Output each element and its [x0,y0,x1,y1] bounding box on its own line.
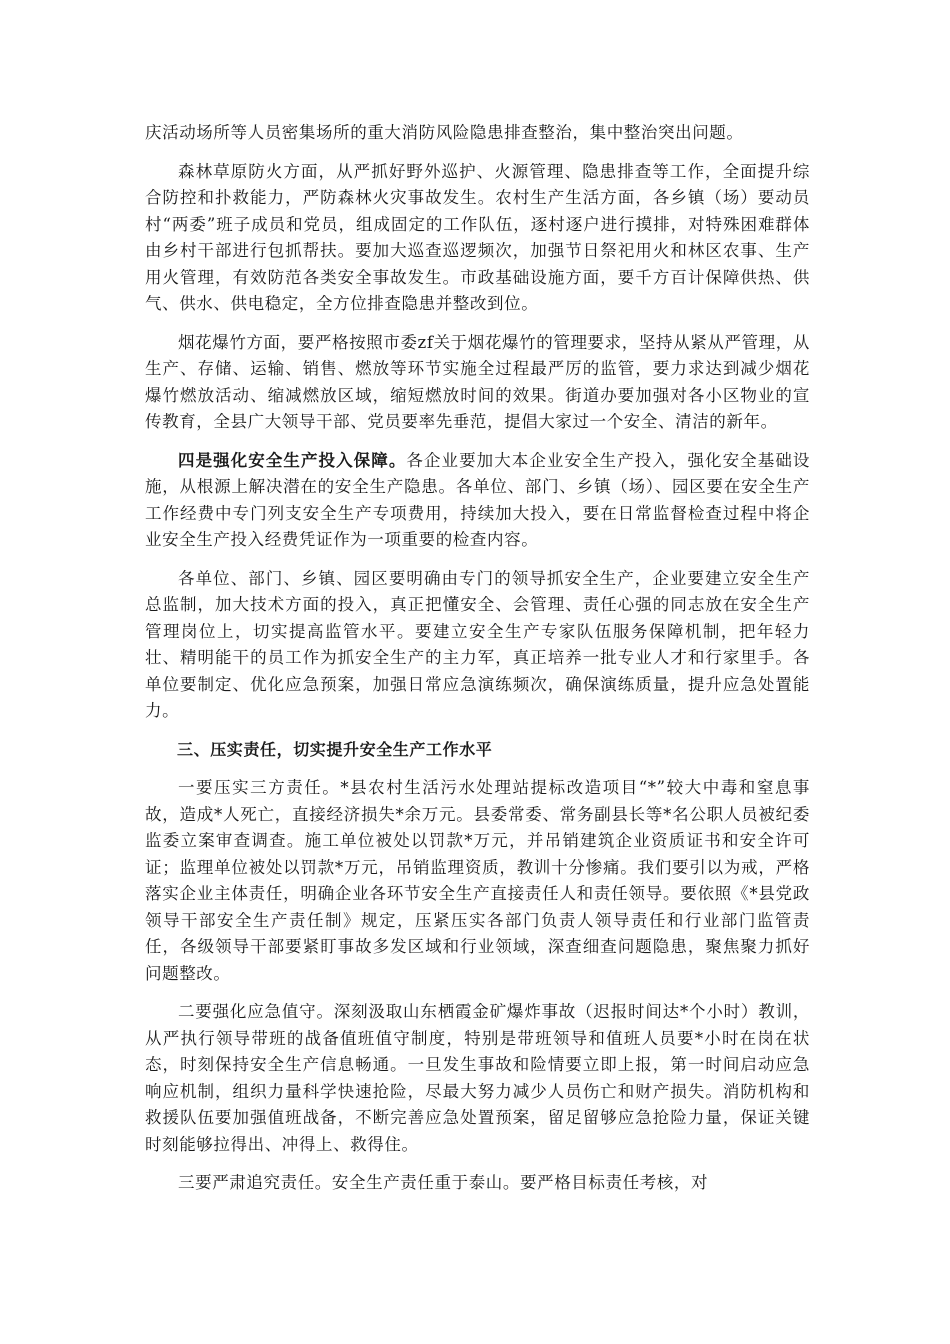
paragraph-leadership-responsibility: 各单位、部门、乡镇、园区要明确由专门的领导抓安全生产，企业要建立安全生产总监制，加大技术方面的投入，真正把懂安全、会管理、责任心强的同志放在安全生产管理岗位上，切实提高监管水平。要建立安全生产专家队伍服务保障机制，把年轻力壮、精明能干的员工作为抓安全生产的主力军，真正培养一批专业人才和行家里手。各单位要制定、优化应急预案，加强日常应急演练频次，确保演练质量，提升应急处置能力。 [145,568,810,720]
paragraph-accountability: 三要严肃追究责任。安全生产责任重于泰山。要严格目标责任考核，对 [178,1173,709,1192]
paragraph-continued: 庆活动场所等人员密集场所的重大消防风险隐患排查整治，集中整治突出问题。 [145,123,744,142]
paragraph-safety-investment [145,448,810,554]
document-page [145,120,810,1209]
section-heading: 三、压实责任，切实提升安全生产工作水平 [177,739,493,759]
paragraph-emergency-duty: 二要强化应急值守。深刻汲取山东栖霞金矿爆炸事故（迟报时间达*个小时）教训，从严执行领导带班的战备值班值守制度，特别是带班领导和值班人员要*小时在岗在状态，时刻保持安全生产信息畅通。一旦发生事故和险情要立即上报，第一时间启动应急响应机制，组织力量科学快速抢险，尽最大努力减少人员伤亡和财产损失。消防机构和救援队伍要加强值班战备，不断完善应急处置预案，留足留够应急抢险力量，保证关键时刻能够拉得出、冲得上、救得住。 [145,1002,810,1154]
paragraph-lead-bold: 四是强化安全生产投入保障。 [178,450,407,470]
paragraph-fireworks: 烟花爆竹方面，要严格按照市委zf关于烟花爆竹的管理要求，坚持从紧从严管理，从生产、存储、运输、销售、燃放等环节实施全过程最严厉的监管，要力求达到减少烟花爆竹燃放活动、缩减燃放区域，缩短燃放时间的效果。街道办要加强对各小区物业的宣传教育，全县广大领导干部、党员要率先垂范，提倡大家过一个安全、清洁的新年。 [145,332,810,431]
paragraph-body: 各企业要加大本企业安全生产投入，强化安全基础设施，从根源上解决潜在的安全生产隐患。各单位、部门、乡镇（场）、园区要在安全生产工作经费中专门列支安全生产专项费用，持续加大投入，要在日常监督检查过程中将企业安全生产投入经费凭证作为一项重要的检查内容。 [145,450,810,549]
paragraph-forest-fire-prevention: 森林草原防火方面，从严抓好野外巡护、火源管理、隐患排查等工作，全面提升综合防控和扑救能力，严防森林火灾事故发生。农村生产生活方面，各乡镇（场）要动员村“两委”班子成员和党员，组成固定的工作队伍，逐村逐户进行摸排，对特殊困难群体由乡村干部进行包抓帮扶。要加大巡查巡逻频次，加强节日祭祀用火和林区农事、生产用火管理，有效防范各类安全事故发生。市政基础设施方面，要千方百计保障供热、供气、供水、供电稳定，全方位排查隐患并整改到位。 [145,161,810,313]
paragraph-three-responsibilities: 一要压实三方责任。*县农村生活污水处理站提标改造项目“*”较大中毒和窒息事故，造成*人死亡，直接经济损失*余万元。县委常委、常务副县长等*名公职人员被纪委监委立案审查调查。施工单位被处以罚款*万元，并吊销建筑企业资质证书和安全许可证；监理单位被处以罚款*万元，吊销监理资质，教训十分惨痛。我们要引以为戒，严格落实企业主体责任，明确企业各环节安全生产直接责任人和责任领导。要依照《*县党政领导干部安全生产责任制》规定，压紧压实各部门负责人领导责任和行业部门监管责任，各级领导干部要紧盯事故多发区域和行业领域，深查细查问题隐患，聚焦聚力抓好问题整改。 [145,778,810,983]
